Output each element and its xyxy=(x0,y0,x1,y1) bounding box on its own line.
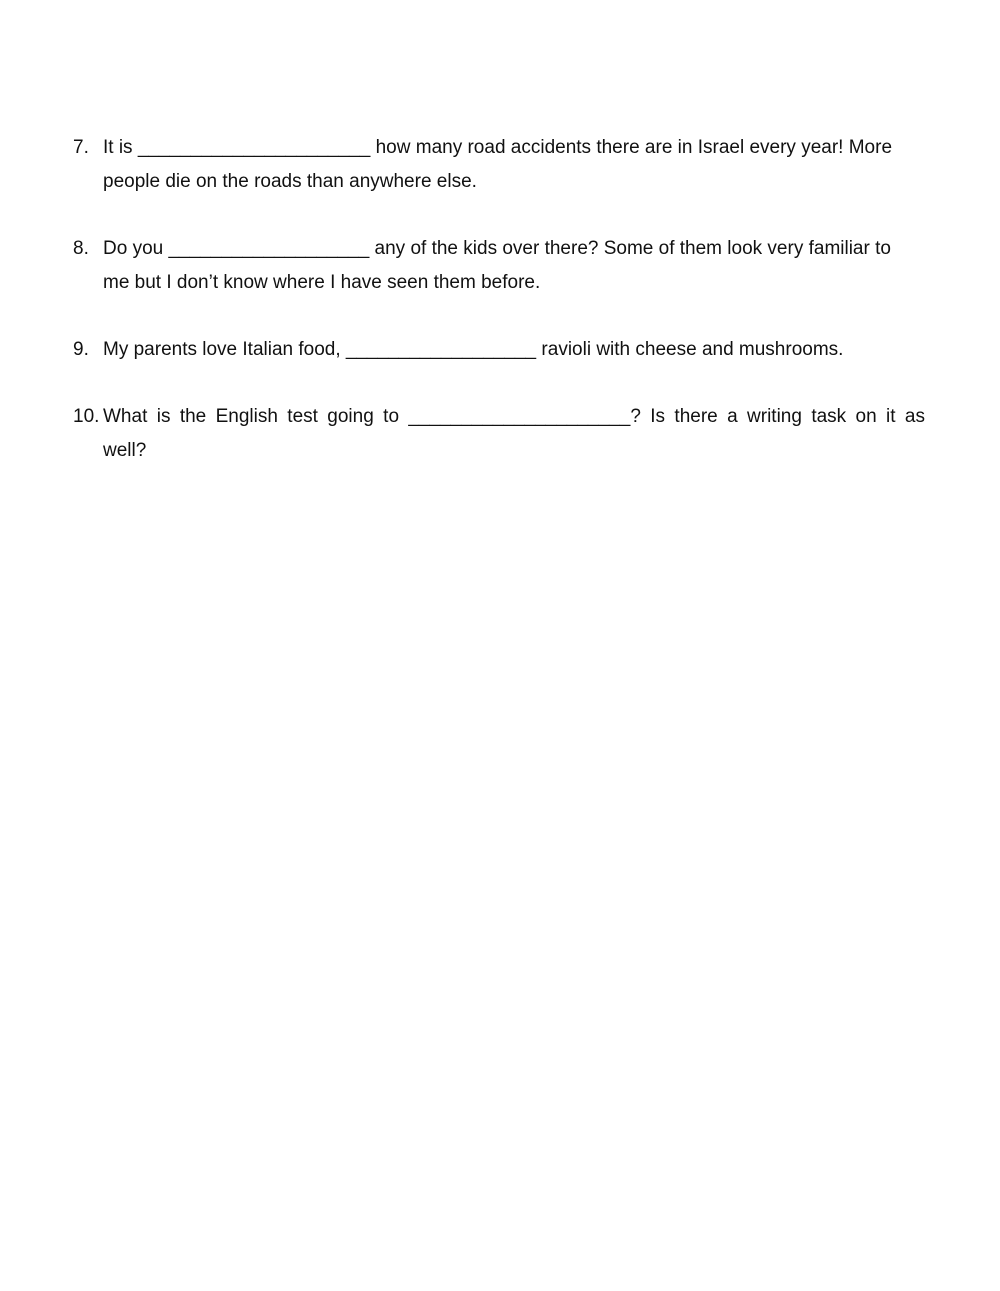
text-before-blank: Do you xyxy=(103,238,164,259)
question-number: 10. xyxy=(73,406,100,427)
question-9 xyxy=(73,333,925,367)
question-text xyxy=(103,400,925,468)
question-10 xyxy=(73,400,925,468)
question-line-1 xyxy=(103,333,925,367)
question-line-2: people die on the roads than anywhere else. xyxy=(103,171,477,192)
question-number: 8. xyxy=(73,238,89,259)
text-after-blank: ravioli with cheese and mushrooms. xyxy=(541,339,844,360)
question-text xyxy=(103,333,925,367)
question-line-1 xyxy=(103,400,925,434)
question-number: 7. xyxy=(73,137,89,158)
question-line-1 xyxy=(103,131,925,165)
text-before-blank: What is the English test going to xyxy=(103,406,400,427)
question-number: 9. xyxy=(73,339,89,360)
text-after-blank: how many road accidents there are in Israel every year! More xyxy=(375,137,893,158)
answer-blank[interactable]: ___________________ xyxy=(168,238,370,259)
question-8 xyxy=(73,232,925,300)
text-after-blank: ? Is there a writing task on it as xyxy=(630,406,925,427)
question-line-2: well? xyxy=(103,440,147,461)
text-before-blank: My parents love Italian food, xyxy=(103,339,341,360)
text-after-blank: any of the kids over there? Some of them look very familiar to xyxy=(374,238,891,259)
question-text xyxy=(103,131,925,199)
question-line-2: me but I don’t know where I have seen them before. xyxy=(103,272,541,293)
text-before-blank: It is xyxy=(103,137,133,158)
answer-blank[interactable]: _____________________ xyxy=(408,406,631,427)
answer-blank[interactable]: ______________________ xyxy=(137,137,371,158)
question-7 xyxy=(73,131,925,199)
question-text xyxy=(103,232,925,300)
answer-blank[interactable]: __________________ xyxy=(345,339,537,360)
question-line-1 xyxy=(103,232,925,266)
